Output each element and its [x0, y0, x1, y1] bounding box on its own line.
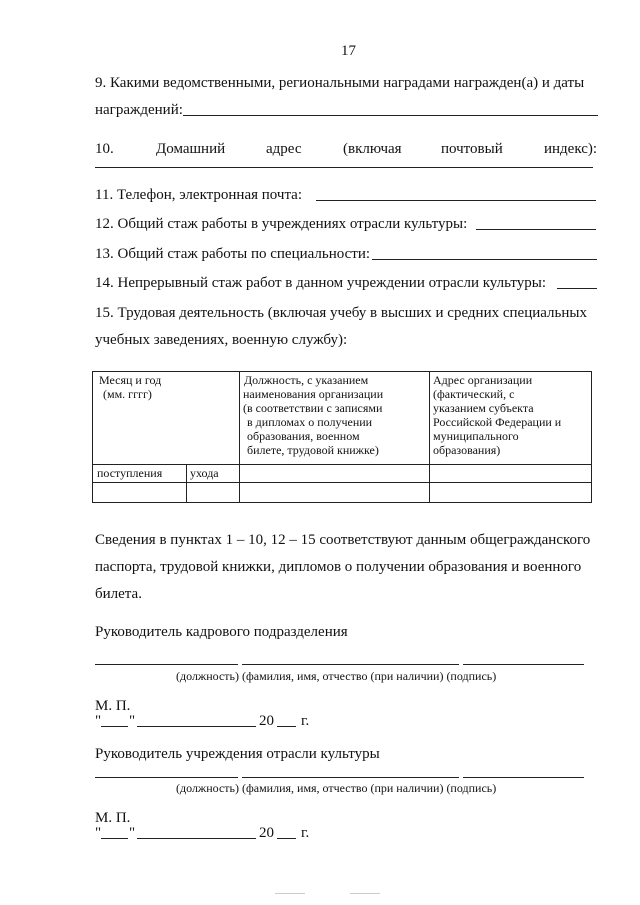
table-header-line: (в соответствии с записями — [243, 401, 383, 415]
sign1-mp: М. П. — [95, 698, 131, 714]
sign2-quote-open: " — [95, 825, 102, 841]
sign1-year-prefix: 20 — [259, 713, 274, 729]
table-header-line: муниципального — [433, 429, 519, 443]
table-cell-position[interactable] — [240, 483, 429, 502]
q14-label: 14. Непрерывный стаж работ в данном учреждении отрасли культуры: — [95, 275, 546, 291]
table-subheader-start: поступления — [97, 466, 163, 480]
sign2-name-line[interactable] — [242, 777, 459, 778]
statement-line2: паспорта, трудовой книжки, дипломов о получении образования и военного — [95, 559, 582, 575]
table-header-line: образования) — [433, 443, 501, 457]
q10-word3: (включая — [343, 141, 402, 157]
sign1-caption: (должность) (фамилия, имя, отчество (при наличии) (подпись) — [176, 669, 497, 683]
page-number: 17 — [341, 43, 356, 59]
sign2-signature-line[interactable] — [463, 777, 584, 778]
q11-answer-line[interactable] — [316, 200, 596, 201]
q13-answer-line[interactable] — [372, 259, 597, 260]
q10-answer-line[interactable] — [95, 167, 593, 168]
statement-line3: билета. — [95, 586, 142, 602]
table-header-line: билете, трудовой книжке) — [247, 443, 379, 457]
q14-answer-line[interactable] — [557, 288, 597, 289]
table-header-line: в дипломах о получении — [247, 415, 373, 429]
table-subheader-end: ухода — [190, 466, 219, 480]
table-header-line: Российской Федерации и — [433, 415, 562, 429]
sign2-year-prefix: 20 — [259, 825, 274, 841]
sign1-year-suffix: г. — [301, 713, 310, 729]
table-header-line: (мм. гггг) — [103, 387, 152, 401]
q9-answer-line[interactable] — [183, 115, 598, 116]
q10-num: 10. — [95, 141, 114, 157]
sign1-quote-open: " — [95, 713, 102, 729]
table-header-line: (фактический, с — [433, 387, 515, 401]
statement-line1: Сведения в пунктах 1 – 10, 12 – 15 соответствуют данным общегражданского — [95, 532, 591, 548]
sign1-name-line[interactable] — [242, 664, 459, 665]
q10-word2: адрес — [266, 141, 302, 157]
q13-label: 13. Общий стаж работы по специальности: — [95, 246, 371, 262]
page-edge-mark — [350, 893, 380, 894]
sign1-signature-line[interactable] — [463, 664, 584, 665]
table-cell-end[interactable] — [187, 483, 239, 502]
q11-label: 11. Телефон, электронная почта: — [95, 187, 303, 203]
sign2-mp: М. П. — [95, 810, 131, 826]
sign2-day-line[interactable] — [101, 838, 128, 839]
sign1-title: Руководитель кадрового подразделения — [95, 624, 348, 640]
sign2-caption: (должность) (фамилия, имя, отчество (при наличии) (подпись) — [176, 781, 497, 795]
q12-label: 12. Общий стаж работы в учреждениях отрасли культуры: — [95, 216, 468, 232]
q9-label: награждений: — [95, 102, 183, 118]
sign2-quote-close: " — [129, 825, 136, 841]
sign1-quote-close: " — [129, 713, 136, 729]
sign2-year-suffix: г. — [301, 825, 310, 841]
sign1-position-line[interactable] — [95, 664, 238, 665]
sign2-title: Руководитель учреждения отрасли культуры — [95, 746, 380, 762]
q15-line1: 15. Трудовая деятельность (включая учебу в высших и средних специальных — [95, 305, 587, 321]
q10-word5: индекс): — [544, 141, 598, 157]
table-header-month-year — [99, 373, 161, 401]
q15-line2: учебных заведениях, военную службу): — [95, 332, 348, 348]
table-header-line: Адрес организации — [433, 373, 533, 387]
q9-line1: 9. Какими ведомственными, региональными наградами награжден(а) и даты — [95, 75, 585, 91]
table-header-line: наименования организации — [243, 387, 384, 401]
sign2-year-line[interactable] — [277, 838, 296, 839]
table-cell-address[interactable] — [430, 483, 591, 502]
table-header-line: Должность, с указанием — [244, 373, 369, 387]
sign2-month-line[interactable] — [137, 838, 256, 839]
sign2-position-line[interactable] — [95, 777, 238, 778]
table-header-address — [433, 373, 561, 457]
table-cell-start[interactable] — [93, 483, 186, 502]
sign1-day-line[interactable] — [101, 726, 128, 727]
page-edge-mark — [275, 893, 305, 894]
table-header-line: образования, военном — [247, 429, 360, 443]
table-header-line: указанием субъекта — [433, 401, 534, 415]
table-header-line: Месяц и год — [99, 373, 162, 387]
q12-answer-line[interactable] — [476, 229, 596, 230]
q10-word4: почтовый — [441, 141, 503, 157]
table-header-position — [243, 373, 383, 457]
q10-word1: Домашний — [156, 141, 226, 157]
sign1-month-line[interactable] — [137, 726, 256, 727]
sign1-year-line[interactable] — [277, 726, 296, 727]
